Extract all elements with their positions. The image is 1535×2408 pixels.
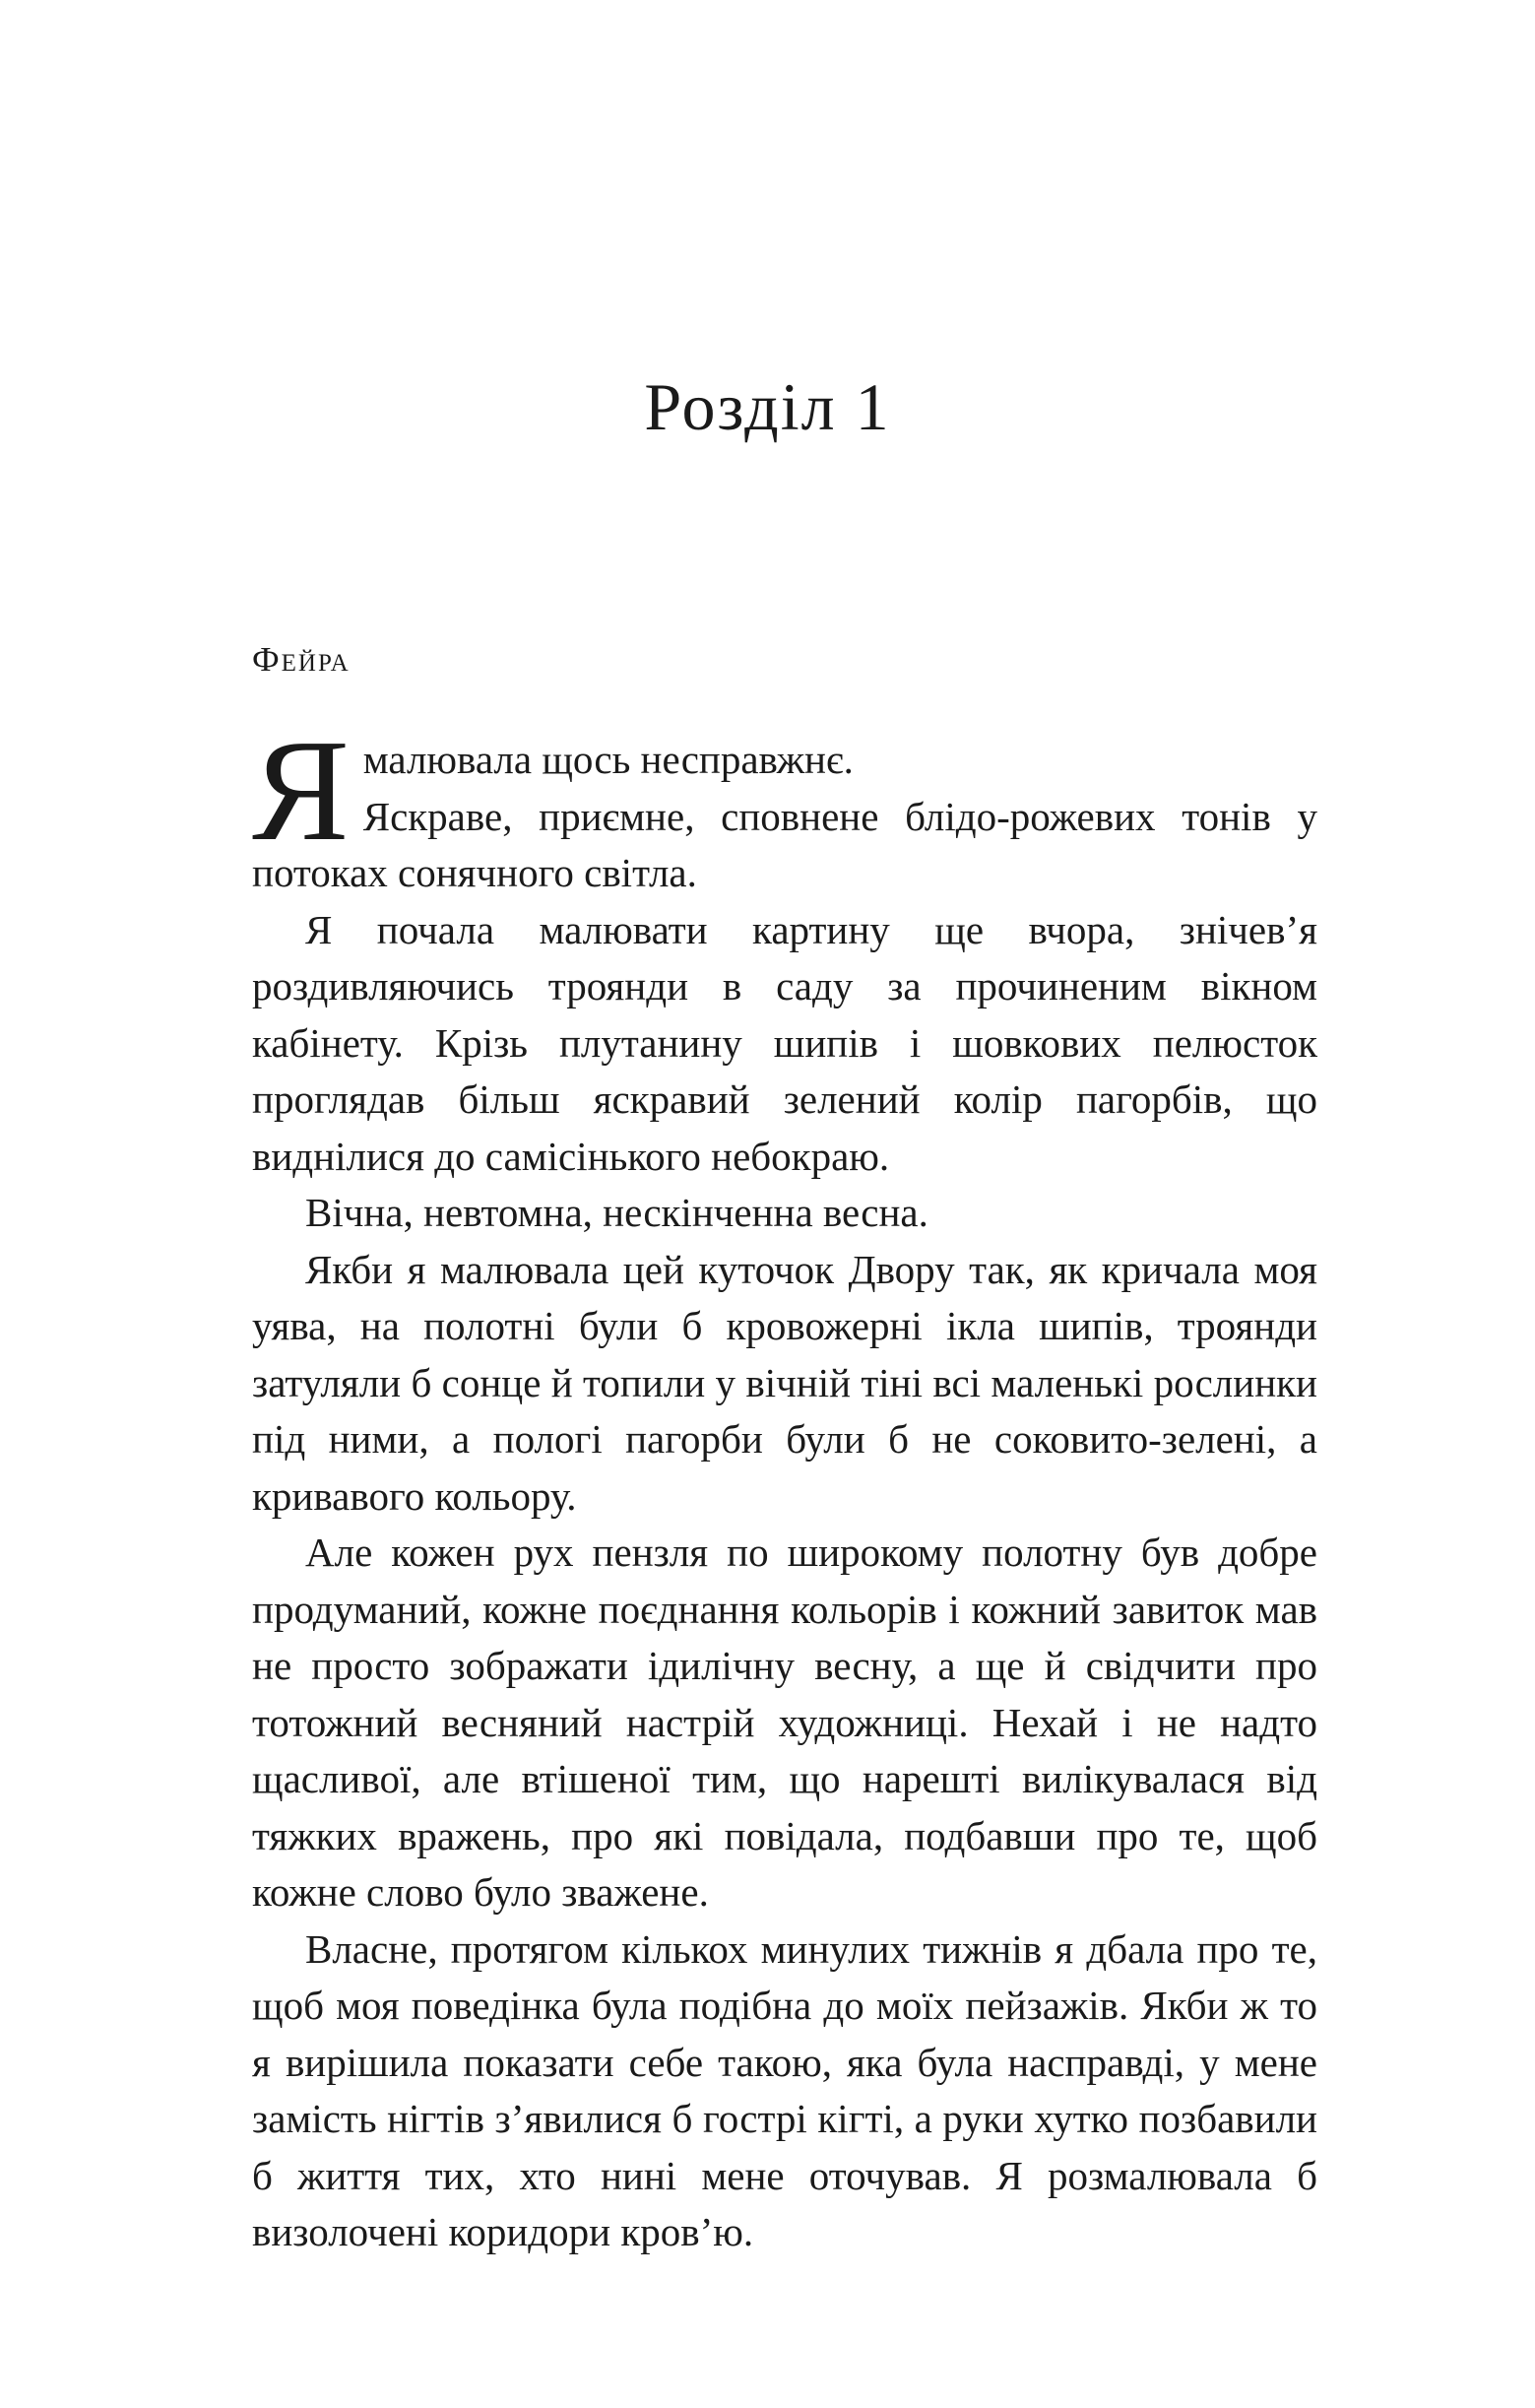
paragraph-2: Я почала малювати картину ще вчора, знічев’я роздивляючись троянди в саду за прочиненим вікном кабінету. Крізь плутанину шипів і шовкових пелюсток проглядав більш яскравий зелений колір пагорбів, що виднілися до самісінького небокраю. [252,906,1317,1179]
drop-cap: Я [252,710,350,872]
chapter-title: Розділ 1 [644,369,891,444]
paragraph-1: Яскраве, приємне, сповнене блідо-рожевих тонів у потоках сонячного світла. [252,793,1317,895]
pov-heading: Фейра [252,640,351,679]
paragraph-6: Власне, протягом кількох минулих тижнів я дбала про те, щоб моя поведінка була подібна до моїх пейзажів. Якби ж то я вирішила показати себе такою, яка була насправді, у мене замість нігтів з’явилися б гострі кігті, а руки хутко позбавили б життя тих, хто нині мене оточував. Я розмалювала б визолочені коридори кров’ю. [252,1925,1317,2254]
opening-paragraph [252,710,1317,902]
paragraph-3: Вічна, невтомна, нескінченна весна. [305,1190,928,1235]
paragraph-4: Якби я малювала цей куточок Двору так, як кричала моя уява, на полотні були б кровожерні ікла шипів, троянди затуляли б сонце й топили у вічній тіні всі маленькі рослинки під ними, а пологі пагорби були б не соковито-зелені, а кривавого кольору. [252,1246,1317,1519]
paragraph-5: Але кожен рух пензля по широкому полотну був добре продуманий, кожне поєднання кольорів і кожний завиток мав не просто зображати ідилічну весну, а ще й свідчити про тотожний весняний настрій художниці. Нехай і не надто щасливої, але втішеної тим, що нарешті вилікувалася від тяжких вражень, про які повідала, подбавши про те, щоб кожне слово було зважене. [252,1529,1317,1915]
chapter-body [252,710,1317,2261]
opening-line: малювала щось несправжнє. [362,737,854,782]
